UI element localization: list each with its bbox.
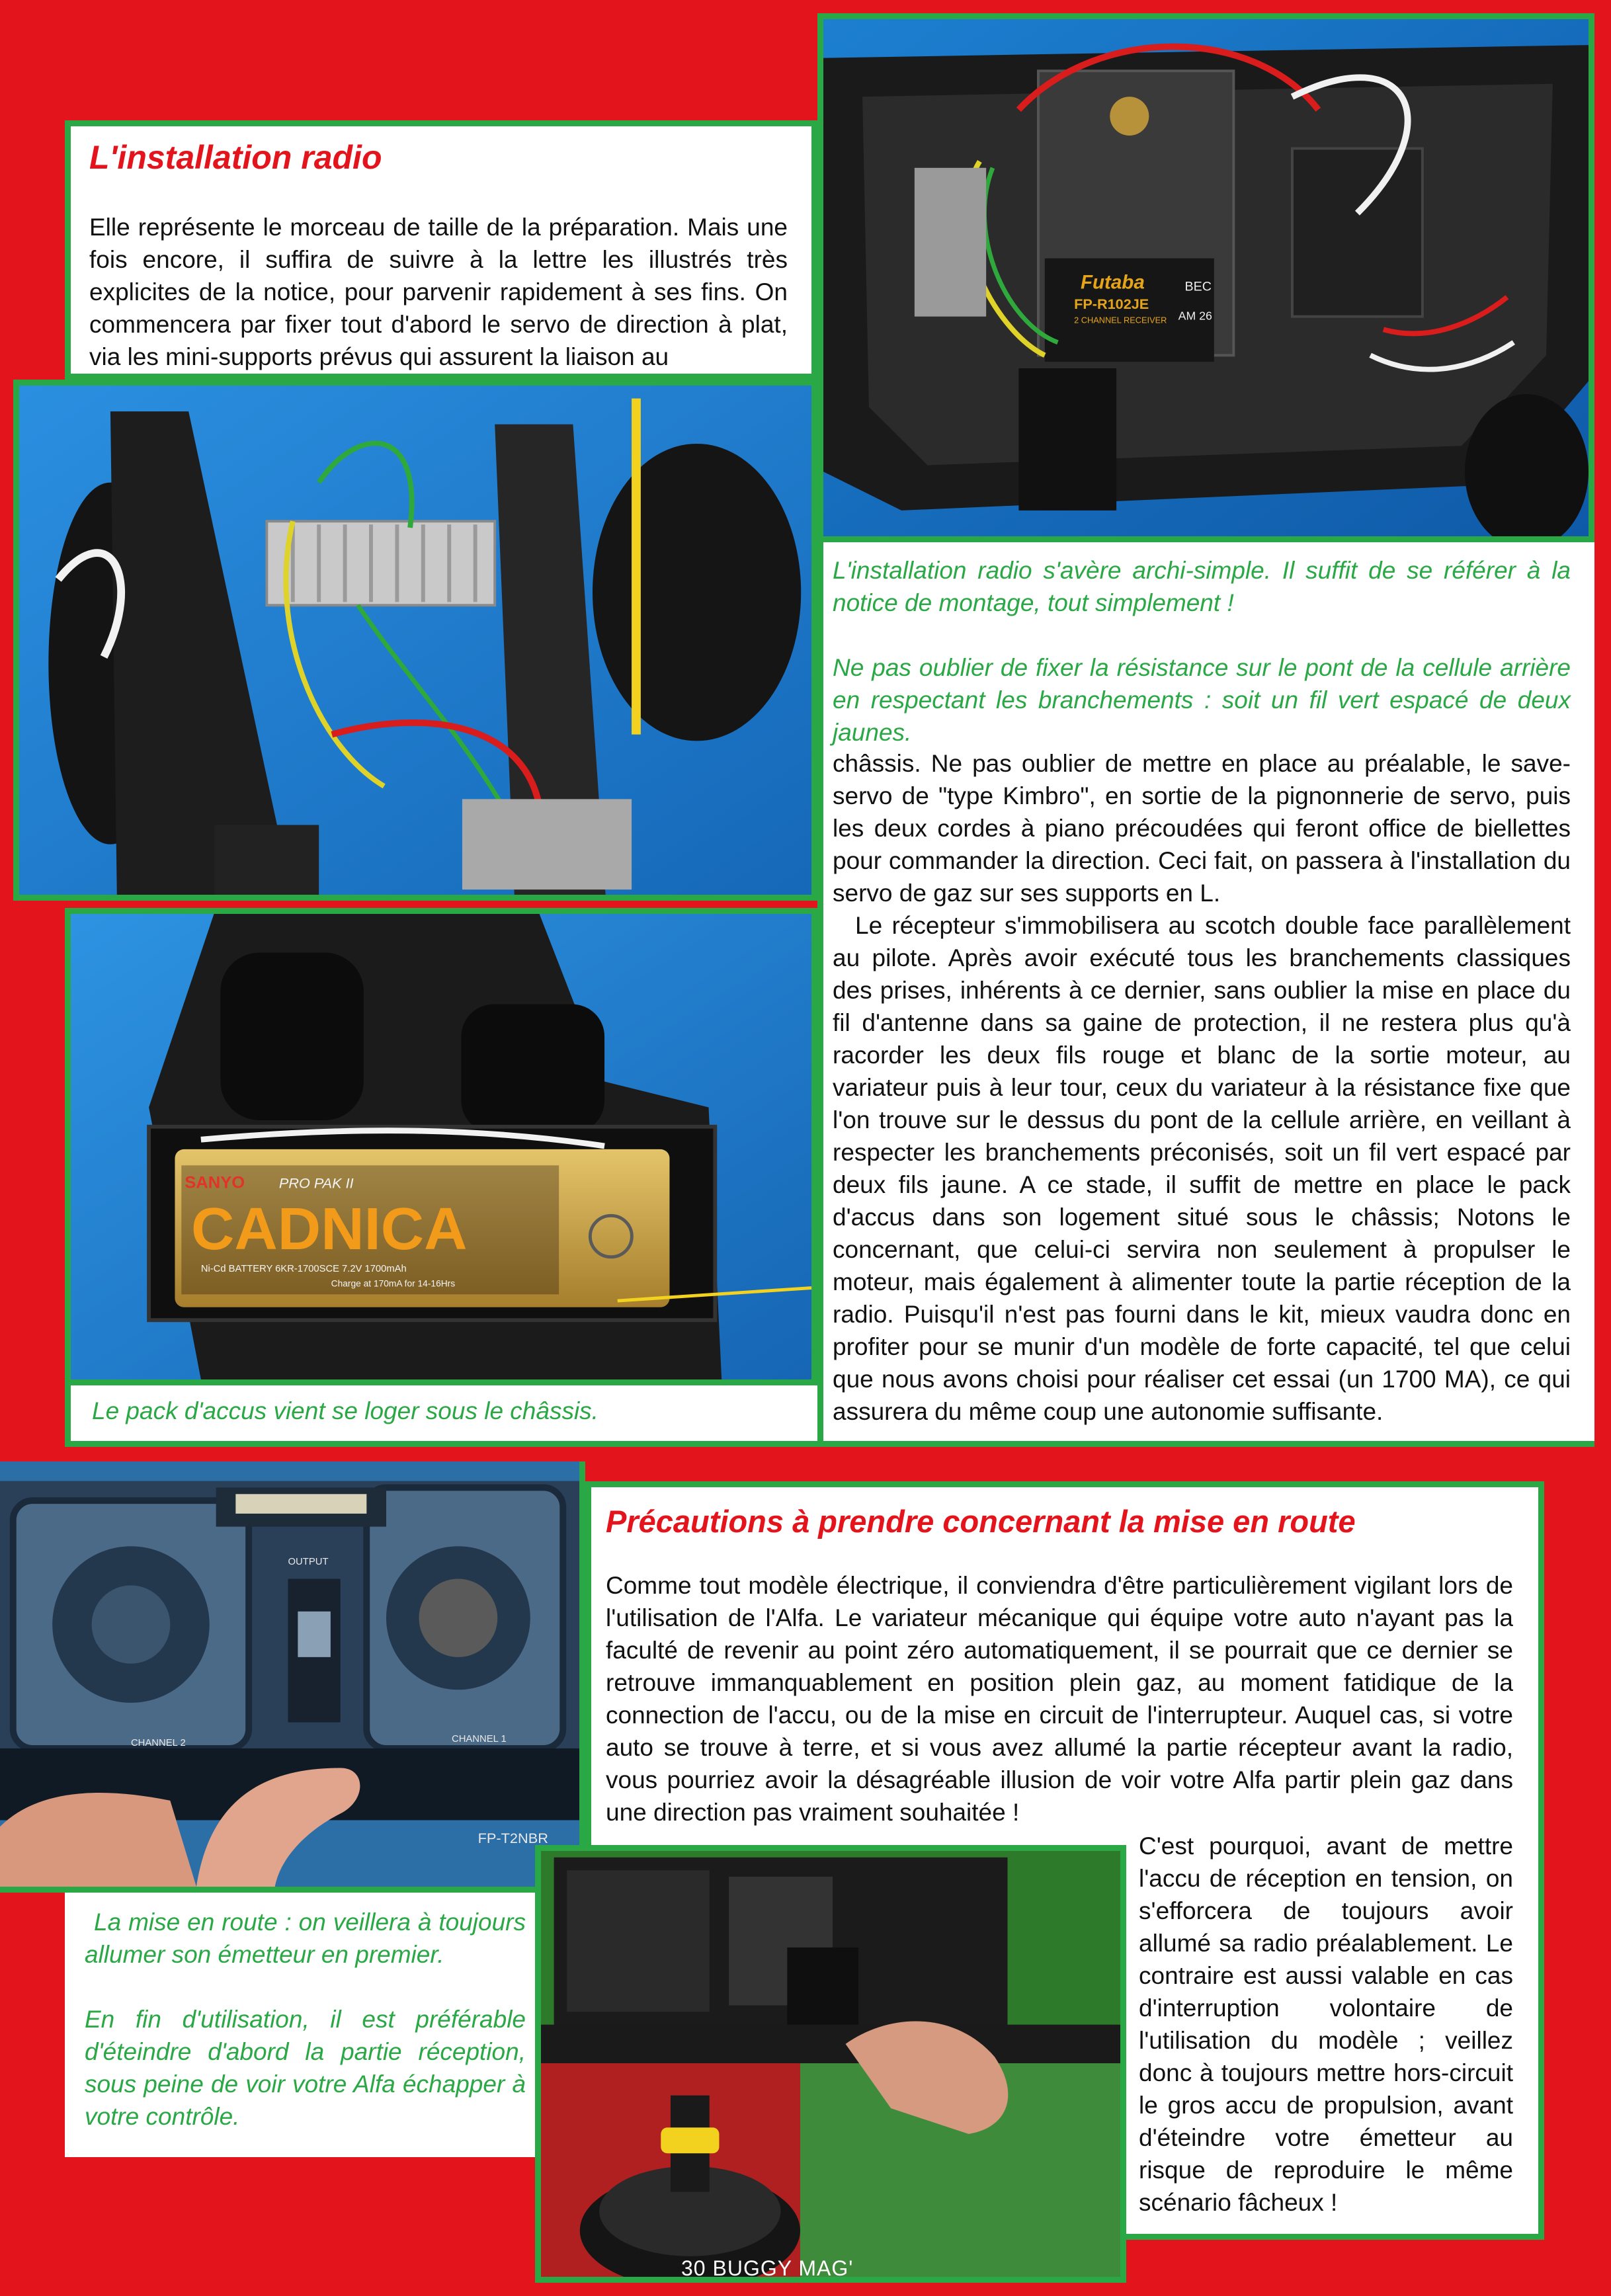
- precautions-paragraph-2: C'est pourquoi, avant de mettre l'accu de réception en tension, on s'efforcera de toujours avoir allumé sa radio préalablement. Le contraire est aussi valable en cas d'interruption volontaire de l'utilisation du modèle ; veillez donc à toujours mettre hors-circuit le gros accu de propulsion, avant d'éteindre votre émetteur au risque de reproduire le même scénario fâcheux !: [1139, 1832, 1513, 2216]
- caption-battery: Le pack d'accus vient se loger sous le châssis.: [92, 1397, 599, 1424]
- captions-startup: [65, 1893, 535, 2157]
- battery-spec-label: Ni-Cd BATTERY 6KR-1700SCE 7.2V 1700mAh: [200, 1264, 407, 1275]
- photo-rear-cell: [13, 380, 817, 901]
- battery-brand-label: SANYO: [185, 1173, 245, 1192]
- installation-paragraph-2: Le récepteur s'immobilisera au scotch double face parallèlement au pilote. Après avoir exécuté tous les branchements classiques des prises, inhérents à ce dernier, sans oublier la mise en place du fil d'antenne dans sa gaine de protection, il ne restera plus qu'à racorder les deux fils rouge et blanc de la sortie moteur, au variateur puis à leur tour, ceux du variateur à la résistance fixe que l'on trouve sur le dessus du pont de la cellule arrière, en veillant à respecter les branchements préconisés, soit un fil vert espacé par deux fils jaune. A ce stade, il suffit de mettre en place le pack d'accus dans son logement situé sous le châssis; Notons le concernant, que celui-ci servira non seulement à propulser le moteur, mais également à alimenter toute la partie réception de la radio. Puisqu'il n'est pas fourni dans le kit, mieux vaudra donc en profiter pour se munir d'un modèle de forte capacité, tel que celui que nous avons choisi pour réaliser cet essai (un 1700 MA), ce qui assurera du même coup une autonomie suffisante.: [833, 912, 1571, 1425]
- receiver-model-label: FP-R102JE: [1074, 295, 1149, 312]
- tx-model-label: FP-T2NBR: [477, 1829, 548, 1846]
- photo-battery-pack: [65, 908, 817, 1385]
- photo-switch: [535, 1845, 1126, 2283]
- tx-channel1-label: CHANNEL 1: [451, 1734, 507, 1745]
- section-installation-intro: [65, 120, 817, 380]
- tx-output-label: OUTPUT: [288, 1556, 329, 1567]
- receiver-bec-label: BEC: [1184, 279, 1212, 294]
- precautions-paragraph-1: Comme tout modèle électrique, il conviendra d'être particulièrement vigilant lors de l'utilisation de l'Alfa. Le variateur mécanique qui équipe votre auto n'ayant pas la faculté de revenir au point zéro automatiquement, il se pourrait que ce dernier se retrouve immanquablement en position plein gaz, au moment fatidique de la connection de l'accu, ou de la mise en circuit de l'interrupteur. Auquel cas, si votre auto se trouve à terre, et si vous avez allumé la partie récepteur avant la radio, vous pourriez avoir la désagréable illusion de voir votre Alfa partir plein gaz dans une direction pas vraiment souhaitée !: [606, 1572, 1513, 1826]
- battery-charge-label: Charge at 170mA for 14-16Hrs: [331, 1278, 456, 1289]
- captions-radio-installation: [817, 542, 1594, 747]
- caption-startup-1: La mise en route : on veillera à toujours allumer son émetteur en premier.: [85, 1908, 526, 1968]
- section-title-precautions: Précautions à prendre concernant la mise en route: [606, 1504, 1356, 1539]
- receiver-type-label: 2 CHANNEL RECEIVER: [1074, 315, 1167, 325]
- photo-receiver: [817, 13, 1594, 542]
- battery-name-label: CADNICA: [191, 1196, 468, 1262]
- caption-radio-installation-2: Ne pas oublier de fixer la résistance sur le pont de la cellule arrière en respectant les branchements : soit un fil vert espacé de deux jaunes.: [833, 654, 1571, 746]
- caption-startup-2: En fin d'utilisation, il est préférable d'éteindre d'abord la partie réception, sous peine de voir votre Alfa échapper à votre contrôle.: [85, 2006, 526, 2130]
- installation-text-continued: [817, 747, 1594, 1447]
- tx-channel2-label: CHANNEL 2: [130, 1738, 186, 1748]
- receiver-band-label: AM 26: [1178, 309, 1212, 323]
- installation-paragraph-continued: châssis. Ne pas oublier de mettre en place au préalable, le save-servo de "type Kimbro", en sortie de la pignonnerie de servo, puis les deux cordes à piano précoudées qui feront office de biellettes pour commander la direction. Ceci fait, on passera à l'installation du servo de gaz sur ses supports en L.: [833, 750, 1571, 907]
- section-title-installation: L'installation radio: [89, 139, 382, 176]
- page-footer-label: 30 BUGGY MAG': [681, 2256, 854, 2280]
- receiver-brand-label: Futaba: [1080, 271, 1145, 294]
- caption-radio-installation-1: L'installation radio s'avère archi-simple. Il suffit de se référer à la notice de montage, tout simplement !: [833, 557, 1571, 616]
- battery-series-label: PRO PAK II: [278, 1174, 354, 1192]
- photo-transmitter: [0, 1461, 585, 1893]
- installation-paragraph-start: Elle représente le morceau de taille de la préparation. Mais une fois encore, il suffira de suivre à la lettre les illustrés très explicites de la notice, pour parvenir rapidement à ses fins. On commencera par fixer tout d'abord le servo de direction à plat, via les mini-supports prévus qui assurent la liaison au: [89, 214, 788, 370]
- caption-box-battery: [65, 1385, 817, 1447]
